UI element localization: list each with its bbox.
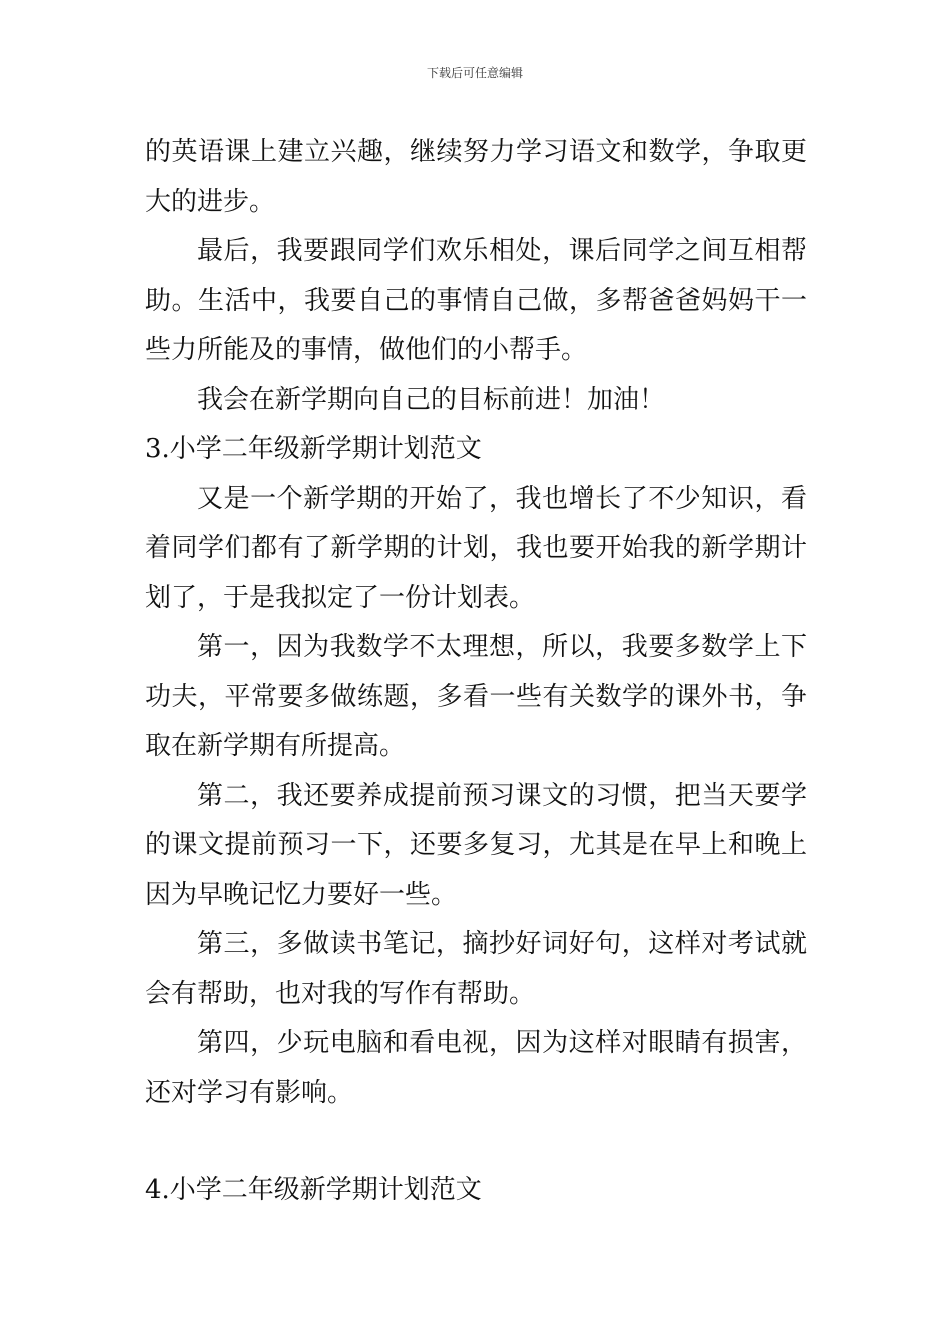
paragraph-get-along: 最后，我要跟同学们欢乐相处，课后同学之间互相帮助。生活中，我要自己的事情自己做，多帮爸爸妈妈干一些力所能及的事情，做他们的小帮手。 bbox=[145, 236, 807, 365]
blank-line bbox=[145, 1118, 807, 1166]
paragraph-fourth: 第四，少玩电脑和看电视，因为这样对眼睛有损害，还对学习有影响。 bbox=[145, 1028, 807, 1108]
paragraph-continuation: 的英语课上建立兴趣，继续努力学习语文和数学，争取更大的进步。 bbox=[145, 137, 807, 217]
section-heading-4: 4.小学二年级新学期计划范文 bbox=[145, 1175, 482, 1205]
paragraph-intro: 又是一个新学期的开始了，我也增长了不少知识，看着同学们都有了新学期的计划，我也要开始我的新学期计划了，于是我拟定了一份计划表。 bbox=[145, 483, 807, 613]
paragraph-third: 第三，多做读书笔记，摘抄好词好句，这样对考试就会有帮助，也对我的写作有帮助。 bbox=[145, 929, 807, 1009]
document-body bbox=[145, 128, 807, 1216]
paragraph-cheer: 我会在新学期向自己的目标前进！加油！ bbox=[197, 384, 666, 415]
page-header-note: 下载后可任意编辑 bbox=[426, 66, 523, 80]
paragraph-second: 第二，我还要养成提前预习课文的习惯，把当天要学的课文提前预习一下，还要多复习，尤其是在早上和晚上因为早晚记忆力要好一些。 bbox=[145, 780, 807, 910]
paragraph-first: 第一，因为我数学不太理想，所以，我要多数学上下功夫，平常要多做练题，多看一些有关数学的课外书，争取在新学期有所提高。 bbox=[145, 632, 807, 761]
section-heading-3: 3.小学二年级新学期计划范文 bbox=[145, 434, 482, 464]
